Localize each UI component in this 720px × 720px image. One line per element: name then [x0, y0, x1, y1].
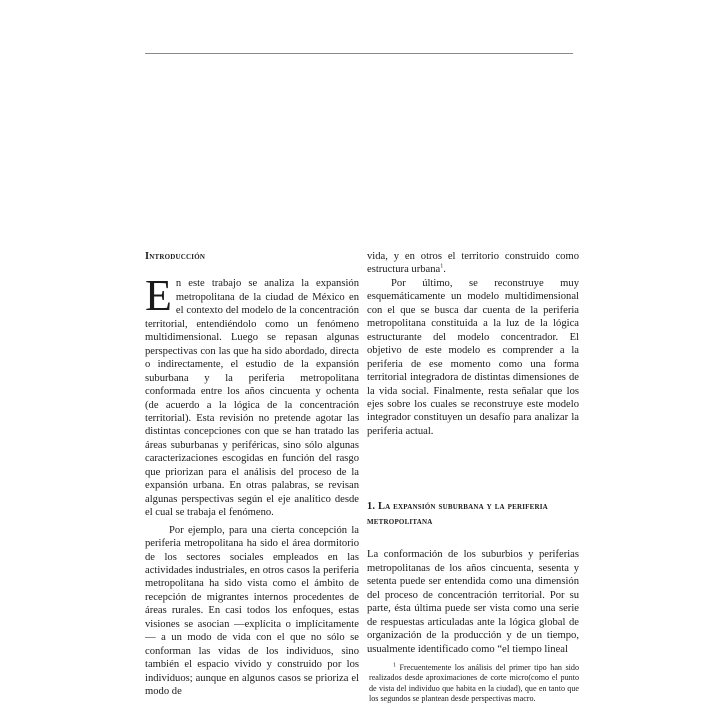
section-heading: 1. La expansión suburbana y la periferia metropolitana	[367, 501, 548, 528]
footnote	[367, 663, 579, 705]
final-intro-paragraph: Por último, se reconstruye muy esquemáticamente un modelo multidimensional con el que se busca dar cuenta de la periferia metropolitana constituida a la luz de la lógica estructurante del modelo concentrador. El objetivo de este modelo es comprender a la periferia de ese momento como una forma territorial integradora de distintas dimensiones de la vida social. Finalmente, resta señalar que los ejes sobre los cuales se reconstruye este modelo integrador constituyen un desafío para analizar la periferia actual.	[367, 277, 579, 437]
intro-paragraph-text: n este trabajo se analiza la expansión metropolitana de la ciudad de México en el contexto del modelo de la concentración territorial, entendiéndolo como un fenómeno multidimensional. Luego se repasan algunas perspectivas con las que ha sido abordado, directa o indirectamente, el estudio de la expansión suburbana y la periferia metropolitana conformada entre los años cincuenta y ochenta (de acuerdo a la lógica de la concentración territorial). Esta revisión no pretende agotar las distintas concepciones con que se han tratado las áreas suburbanas y periféricas, sino sólo algunas caracterizaciones escogidas en función del rasgo que priorizan para el análisis del proceso de la expansión urbana. En otras palabras, se revisan algunas perspectivas según el eje analítico desde el cual se trabaja el fenómeno.	[145, 278, 359, 519]
header-rule	[145, 53, 573, 54]
intro-paragraph	[145, 271, 359, 519]
footnote-number: 1	[393, 662, 396, 669]
example-paragraph: Por ejemplo, para una cierta concepción la periferia metropolitana ha sido el área dormitorio de los sectores sociales empleados en las actividades industriales, en otros casos la periferia metropolitana ha sido vista como el ámbito de recepción de migrantes internos procedentes de áreas rurales. En casi todos los enfoques, estas visiones se asocian —explícita o implícitamente— a un modo de vida con el que no sólo se conforman las vidas de los individuos, sino también el espacio vivido y construido por los individuos; aunque en algunos casos se prioriza el modo de	[145, 524, 359, 698]
continued-paragraph-end: .	[443, 264, 446, 276]
right-column	[367, 250, 579, 705]
continued-paragraph-text: vida, y en otros el territorio construido como estructura urbana	[367, 251, 579, 276]
continued-paragraph	[367, 250, 579, 277]
section-paragraph: La conformación de los suburbios y periferias metropolitanas de los años cincuenta, sesenta y setenta puede ser entendida como una dimensión del proceso de concentración territorial. Por su parte, ésta última puede ser vista como una serie de respuestas articuladas ante la lógica global de organización de la producción y de un tiempo, usualmente identificado como “el tiempo lineal	[367, 549, 579, 655]
footnote-reference: 1	[440, 263, 444, 270]
left-column	[145, 250, 359, 699]
introduction-heading: Introducción	[145, 251, 206, 262]
drop-cap: E	[145, 271, 172, 321]
footnote-text: Frecuentemente los análisis del primer tipo han sido realizados desde aproximaciones de corte micro(como el punto de vista del individuo que habita en la ciudad), que en tanto que los segundos se plantean desde perspectivas macro.	[369, 662, 579, 704]
